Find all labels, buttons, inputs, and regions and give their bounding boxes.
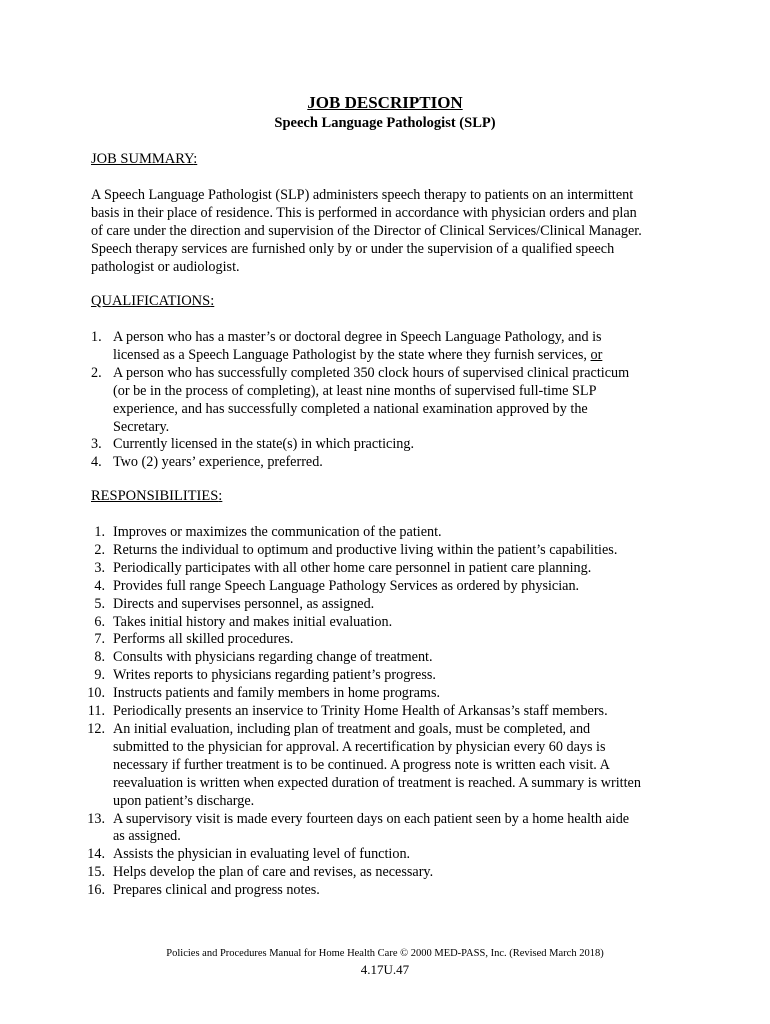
responsibility-item-text: Takes initial history and makes initial evaluation. bbox=[113, 613, 393, 630]
job-summary-line: of care under the direction and supervision of the Director of Clinical Services/Clinical Manager. bbox=[91, 223, 642, 239]
responsibility-item-line bbox=[113, 882, 691, 900]
responsibility-item-text: upon patient’s discharge. bbox=[113, 792, 255, 809]
responsibility-item-line bbox=[113, 793, 691, 811]
responsibilities-list bbox=[87, 524, 691, 900]
qualification-item-text: Currently licensed in the state(s) in which practicing. bbox=[113, 436, 414, 453]
responsibility-item-text: Periodically presents an inservice to Trinity Home Health of Arkansas’s staff members. bbox=[113, 703, 608, 720]
qualification-item-line bbox=[113, 383, 691, 401]
responsibility-item bbox=[91, 596, 691, 614]
responsibility-item-line bbox=[113, 596, 691, 614]
responsibility-item-number: 12. bbox=[87, 720, 105, 737]
responsibility-item-line bbox=[113, 703, 691, 721]
responsibility-item-text: reevaluation is written when expected duration of treatment is reached. A summary is written bbox=[113, 774, 641, 791]
responsibility-item-line bbox=[113, 811, 691, 829]
responsibility-item bbox=[87, 720, 691, 811]
responsibility-item-number: 15. bbox=[87, 864, 105, 881]
qualifications-heading-text: QUALIFICATIONS bbox=[91, 293, 211, 309]
responsibility-item-line bbox=[113, 739, 691, 757]
responsibility-item bbox=[87, 864, 691, 882]
responsibility-item-line bbox=[113, 685, 691, 703]
qualification-item-text: experience, and has successfully completed a national examination approved by the bbox=[113, 400, 588, 417]
qualification-item-text: licensed as a Speech Language Pathologist by the state where they furnish services, bbox=[113, 346, 587, 363]
responsibility-item-number: 16. bbox=[87, 882, 105, 899]
responsibility-item-text: Performs all skilled procedures. bbox=[113, 631, 294, 648]
responsibility-item bbox=[91, 631, 691, 649]
job-summary-line: A Speech Language Pathologist (SLP) administers speech therapy to patients on an intermittent bbox=[91, 187, 634, 203]
responsibility-item bbox=[91, 614, 691, 632]
responsibility-item-line bbox=[113, 828, 691, 846]
qualification-item bbox=[91, 454, 691, 472]
qualification-item-text: A person who has a master’s or doctoral degree in Speech Language Pathology, and is bbox=[113, 329, 602, 345]
responsibility-item bbox=[87, 685, 691, 703]
responsibility-item-text: Prepares clinical and progress notes. bbox=[113, 882, 320, 899]
responsibility-item-text: Returns the individual to optimum and productive living within the patient’s capabilities. bbox=[113, 541, 618, 558]
qualification-item-line bbox=[113, 365, 691, 383]
responsibility-item-line bbox=[113, 524, 691, 542]
page-title-text: JOB DESCRIPTION bbox=[307, 93, 463, 112]
responsibility-item-line bbox=[113, 757, 691, 775]
responsibility-item-number: 6. bbox=[94, 613, 105, 630]
responsibility-item-text: A supervisory visit is made every fourteen days on each patient seen by a home health aide bbox=[113, 810, 630, 827]
qualification-item-line bbox=[113, 329, 691, 347]
responsibility-item-number: 3. bbox=[94, 559, 105, 576]
responsibility-item bbox=[87, 810, 691, 847]
responsibility-item-text: Helps develop the plan of care and revises, as necessary. bbox=[113, 864, 434, 881]
responsibility-item-number: 4. bbox=[94, 577, 105, 594]
responsibility-item-text: Consults with physicians regarding change of treatment. bbox=[113, 649, 433, 666]
responsibility-item-text: necessary if further treatment is to be continued. A progress note is written each visit. A bbox=[113, 756, 610, 773]
qualifications-list bbox=[91, 329, 691, 472]
qualification-item-number: 4. bbox=[91, 454, 102, 471]
page-subtitle: Speech Language Pathologist (SLP) bbox=[274, 115, 496, 131]
responsibility-item-text: Provides full range Speech Language Pathology Services as ordered by physician. bbox=[113, 577, 580, 594]
responsibility-item-text: Periodically participates with all other home care personnel in patient care planning. bbox=[113, 559, 592, 576]
qualification-item-line bbox=[113, 436, 691, 454]
qualifications-heading: QUALIFICATIONS: bbox=[91, 293, 215, 309]
responsibility-item-number: 9. bbox=[94, 667, 105, 684]
responsibility-item-number: 13. bbox=[87, 810, 105, 827]
responsibility-item-line bbox=[113, 560, 691, 578]
job-summary-line: basis in their place of residence. This is performed in accordance with physician orders and plan bbox=[91, 205, 637, 221]
responsibility-item-line bbox=[113, 846, 691, 864]
qualification-item-text: (or be in the process of completing), at least nine months of supervised full-time SLP bbox=[113, 382, 597, 399]
responsibility-item-number: 5. bbox=[94, 595, 105, 612]
responsibility-item-text: as assigned. bbox=[113, 828, 181, 845]
qualification-item-line bbox=[113, 347, 691, 365]
responsibility-item-number: 11. bbox=[87, 703, 105, 720]
responsibility-item-text: Improves or maximizes the communication of the patient. bbox=[113, 524, 442, 540]
responsibility-item-number: 1. bbox=[94, 524, 105, 540]
responsibility-item-number: 8. bbox=[94, 649, 105, 666]
responsibility-item bbox=[91, 560, 691, 578]
responsibility-item-text: submitted to the physician for approval. A recertification by physician every 60 days is bbox=[113, 738, 606, 755]
qualification-item bbox=[91, 365, 691, 437]
job-summary-heading-text: JOB SUMMARY bbox=[91, 151, 194, 167]
qualification-item-line bbox=[113, 419, 691, 437]
responsibility-item-line bbox=[113, 649, 691, 667]
responsibility-item-text: Directs and supervises personnel, as assigned. bbox=[113, 595, 375, 612]
qualification-item bbox=[91, 329, 691, 365]
responsibility-item-number: 14. bbox=[87, 846, 105, 863]
responsibility-item bbox=[87, 703, 691, 721]
qualification-item-line bbox=[113, 454, 691, 472]
qualification-item-number: 3. bbox=[91, 436, 102, 453]
footer-page-number: 4.17U.47 bbox=[360, 962, 410, 977]
responsibility-item-line bbox=[113, 721, 691, 739]
responsibility-item bbox=[91, 649, 691, 667]
qualification-item-text: A person who has successfully completed 350 clock hours of supervised clinical practicum bbox=[113, 364, 630, 381]
responsibility-item-text: An initial evaluation, including plan of treatment and goals, must be completed, and bbox=[113, 720, 591, 737]
qualification-item-number: 2. bbox=[91, 364, 102, 381]
responsibility-item-text: Instructs patients and family members in home programs. bbox=[113, 685, 441, 702]
responsibility-item bbox=[91, 667, 691, 685]
responsibility-item-line bbox=[113, 667, 691, 685]
responsibility-item-line bbox=[113, 614, 691, 632]
qualification-item-number: 1. bbox=[91, 329, 102, 345]
responsibility-item-line bbox=[113, 864, 691, 882]
responsibility-item bbox=[91, 542, 691, 560]
qualification-item bbox=[91, 436, 691, 454]
responsibility-item bbox=[87, 846, 691, 864]
job-summary-paragraph bbox=[91, 186, 691, 276]
responsibility-item-text: Assists the physician in evaluating level of function. bbox=[113, 846, 411, 863]
responsibility-item-number: 2. bbox=[94, 541, 105, 558]
footer-copyright: Policies and Procedures Manual for Home Health Care © 2000 MED-PASS, Inc. (Revised March 2018) bbox=[166, 948, 604, 959]
responsibility-item-number: 7. bbox=[94, 631, 105, 648]
qualification-item-text: Two (2) years’ experience, preferred. bbox=[113, 454, 323, 471]
qualification-item-text: Secretary. bbox=[113, 418, 170, 435]
responsibility-item-line bbox=[113, 775, 691, 793]
responsibilities-heading-text: RESPONSIBILITIES bbox=[91, 488, 219, 504]
responsibility-item-text: Writes reports to physicians regarding patient’s progress. bbox=[113, 667, 436, 684]
job-summary-line: pathologist or audiologist. bbox=[91, 259, 240, 275]
job-summary-heading: JOB SUMMARY: bbox=[91, 151, 198, 167]
job-summary-line: Speech therapy services are furnished only by or under the supervision of a qualified speech bbox=[91, 241, 615, 257]
responsibility-item-line bbox=[113, 631, 691, 649]
responsibility-item-number: 10. bbox=[87, 685, 105, 702]
responsibility-item-line bbox=[113, 578, 691, 596]
page-title bbox=[0, 93, 770, 113]
responsibility-item bbox=[87, 882, 691, 900]
responsibilities-heading: RESPONSIBILITIES: bbox=[91, 488, 223, 504]
responsibility-item-line bbox=[113, 542, 691, 560]
qualification-item-underlined-word: or bbox=[590, 346, 603, 363]
responsibility-item bbox=[91, 524, 691, 542]
responsibility-item bbox=[91, 578, 691, 596]
qualification-item-line bbox=[113, 401, 691, 419]
